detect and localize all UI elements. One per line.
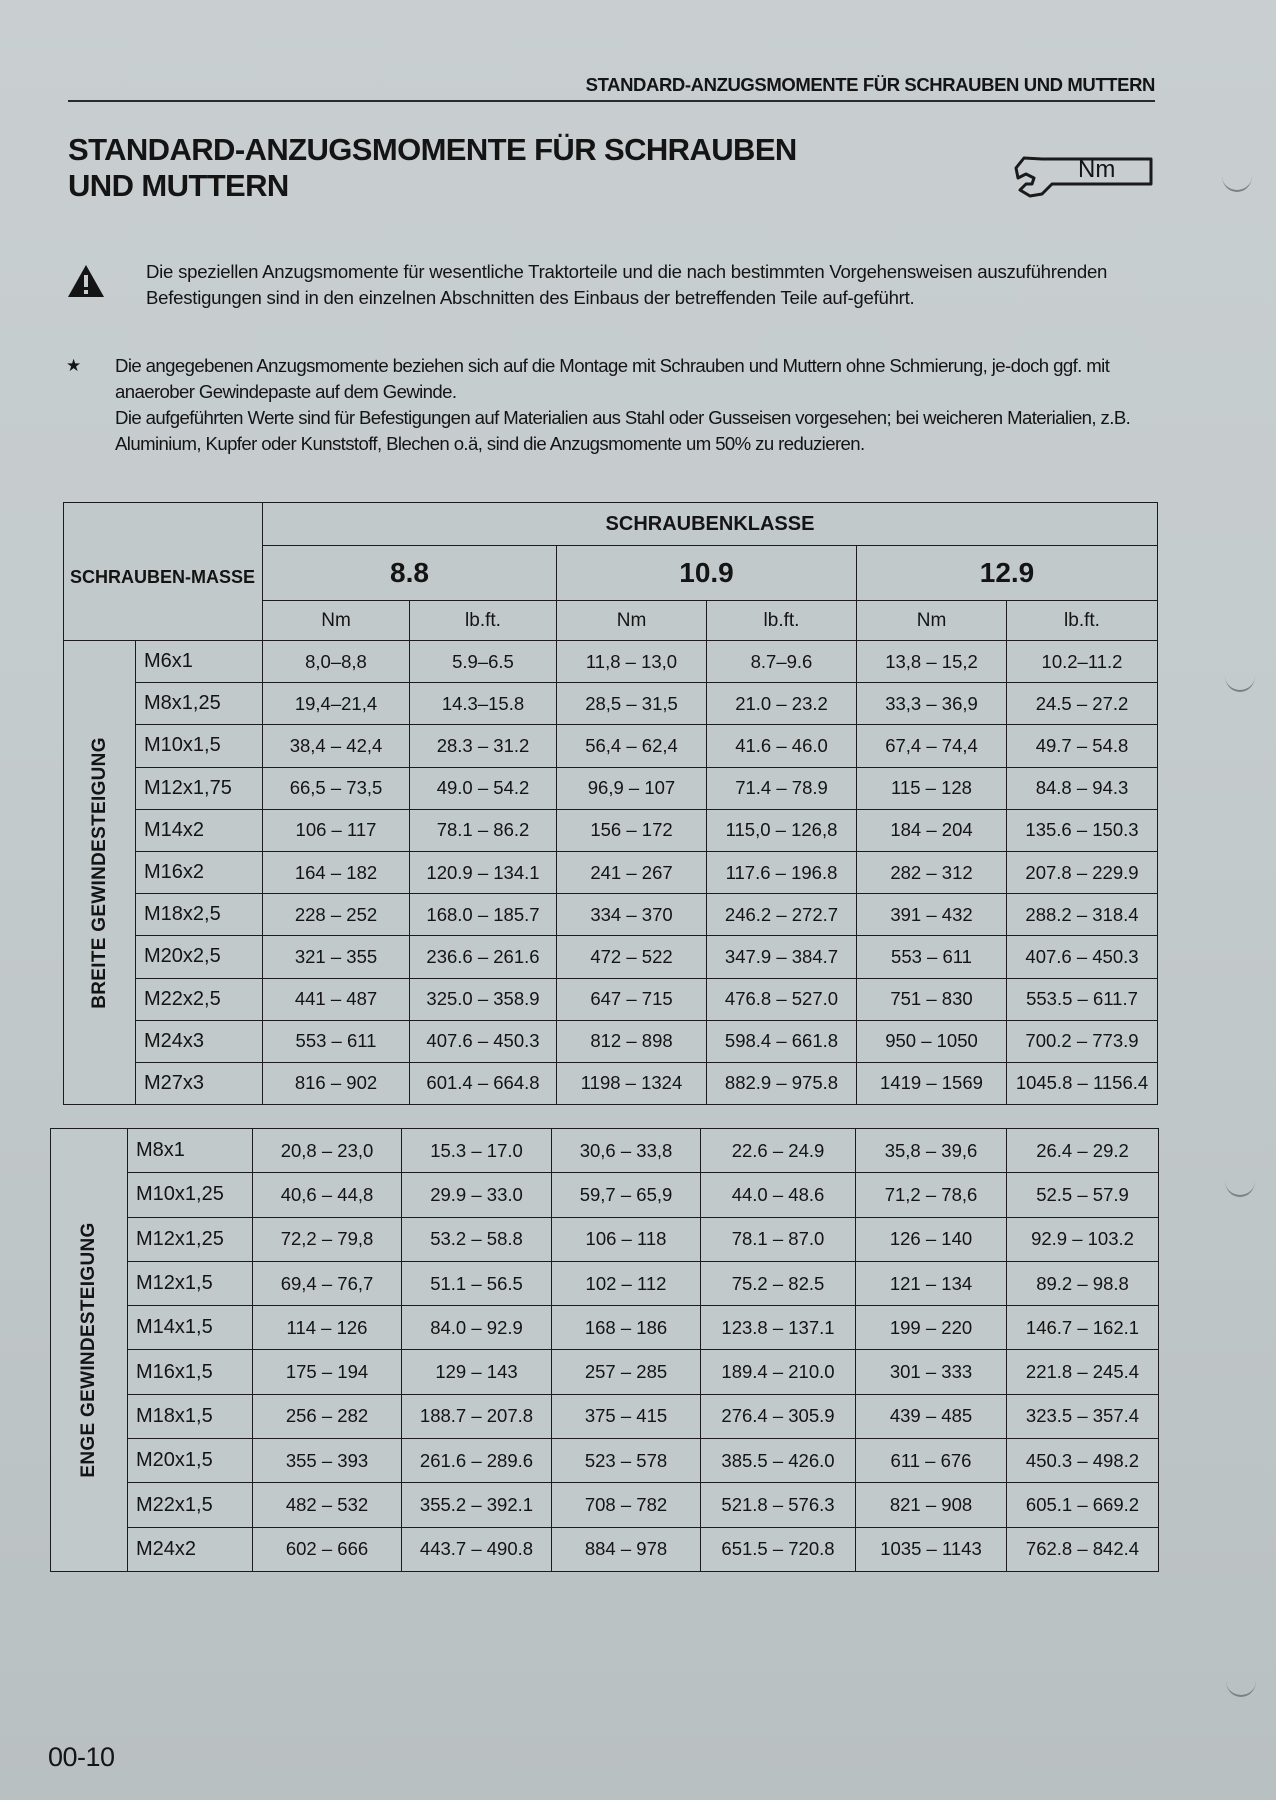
table-row: [64, 1020, 1158, 1062]
unit-header: lb.ft.: [1007, 601, 1158, 641]
torque-value-cell: 38,4 – 42,4: [263, 725, 410, 767]
torque-value-cell: 22.6 – 24.9: [701, 1129, 856, 1173]
torque-value-cell: 10.2–11.2: [1007, 641, 1158, 683]
table-row: [64, 725, 1158, 767]
torque-value-cell: 84.8 – 94.3: [1007, 767, 1158, 809]
torque-value-cell: 602 – 666: [253, 1527, 402, 1571]
table-row: [64, 809, 1158, 851]
star-note-paragraph-1: Die angegebenen Anzugsmomente beziehen sich auf die Montage mit Schrauben und Muttern ohne Schmierung, je-doch ggf. mit anaerober Gewindepaste auf dem Gewinde.: [115, 355, 1110, 402]
torque-table-coarse: [63, 502, 1158, 1105]
torque-value-cell: 28,5 – 31,5: [557, 683, 707, 725]
torque-value-cell: 375 – 415: [552, 1394, 701, 1438]
torque-value-cell: 96,9 – 107: [557, 767, 707, 809]
torque-value-cell: 92.9 – 103.2: [1007, 1217, 1159, 1261]
torque-value-cell: 175 – 194: [253, 1350, 402, 1394]
torque-value-cell: 123.8 – 137.1: [701, 1306, 856, 1350]
torque-value-cell: 601.4 – 664.8: [410, 1062, 557, 1104]
torque-value-cell: 651.5 – 720.8: [701, 1527, 856, 1571]
screw-size-cell: M12x1,75: [136, 767, 263, 809]
class-header: 10.9: [557, 546, 857, 601]
torque-value-cell: 708 – 782: [552, 1483, 701, 1527]
torque-value-cell: 553 – 611: [263, 1020, 410, 1062]
torque-value-cell: 69,4 – 76,7: [253, 1261, 402, 1305]
torque-value-cell: 121 – 134: [856, 1261, 1007, 1305]
torque-value-cell: 84.0 – 92.9: [402, 1306, 552, 1350]
screw-class-header: SCHRAUBENKLASSE: [263, 503, 1158, 546]
torque-value-cell: 5.9–6.5: [410, 641, 557, 683]
torque-value-cell: 700.2 – 773.9: [1007, 1020, 1158, 1062]
torque-value-cell: 66,5 – 73,5: [263, 767, 410, 809]
screw-size-cell: M22x2,5: [136, 978, 263, 1020]
screw-size-cell: M8x1,25: [136, 683, 263, 725]
table-row: [51, 1217, 1159, 1261]
torque-value-cell: 523 – 578: [552, 1439, 701, 1483]
screw-size-cell: M24x3: [136, 1020, 263, 1062]
thread-group-label-text: ENGE GEWINDESTEIGUNG: [78, 1222, 99, 1478]
torque-value-cell: 49.0 – 54.2: [410, 767, 557, 809]
unit-header: Nm: [557, 601, 707, 641]
star-note: [115, 353, 1160, 457]
torque-value-cell: 29.9 – 33.0: [402, 1173, 552, 1217]
torque-value-cell: 450.3 – 498.2: [1007, 1439, 1159, 1483]
torque-value-cell: 647 – 715: [557, 978, 707, 1020]
torque-value-cell: 553.5 – 611.7: [1007, 978, 1158, 1020]
class-header: 8.8: [263, 546, 557, 601]
torque-value-cell: 812 – 898: [557, 1020, 707, 1062]
page-title-line-2: UND MUTTERN: [68, 168, 289, 203]
screw-size-cell: M12x1,5: [128, 1261, 253, 1305]
table-row: [51, 1483, 1159, 1527]
torque-value-cell: 164 – 182: [263, 851, 410, 893]
torque-value-cell: 26.4 – 29.2: [1007, 1129, 1159, 1173]
torque-value-cell: 40,6 – 44,8: [253, 1173, 402, 1217]
screw-size-cell: M16x1,5: [128, 1350, 253, 1394]
torque-value-cell: 301 – 333: [856, 1350, 1007, 1394]
running-head: STANDARD-ANZUGSMOMENTE FÜR SCHRAUBEN UND MUTTERN: [585, 74, 1155, 95]
torque-value-cell: 476.8 – 527.0: [707, 978, 857, 1020]
torque-value-cell: 41.6 – 46.0: [707, 725, 857, 767]
torque-value-cell: 407.6 – 450.3: [410, 1020, 557, 1062]
torque-value-cell: 751 – 830: [857, 978, 1007, 1020]
torque-value-cell: 323.5 – 357.4: [1007, 1394, 1159, 1438]
torque-value-cell: 228 – 252: [263, 894, 410, 936]
torque-value-cell: 605.1 – 669.2: [1007, 1483, 1159, 1527]
torque-value-cell: 441 – 487: [263, 978, 410, 1020]
screw-size-cell: M22x1,5: [128, 1483, 253, 1527]
torque-value-cell: 553 – 611: [857, 936, 1007, 978]
torque-value-cell: 114 – 126: [253, 1306, 402, 1350]
torque-value-cell: 51.1 – 56.5: [402, 1261, 552, 1305]
torque-value-cell: 184 – 204: [857, 809, 1007, 851]
torque-value-cell: 276.4 – 305.9: [701, 1394, 856, 1438]
torque-value-cell: 246.2 – 272.7: [707, 894, 857, 936]
table-row: [51, 1439, 1159, 1483]
torque-value-cell: 256 – 282: [253, 1394, 402, 1438]
torque-value-cell: 282 – 312: [857, 851, 1007, 893]
torque-value-cell: 15.3 – 17.0: [402, 1129, 552, 1173]
torque-value-cell: 33,3 – 36,9: [857, 683, 1007, 725]
torque-value-cell: 89.2 – 98.8: [1007, 1261, 1159, 1305]
thread-group-label: [51, 1129, 128, 1572]
binder-hole-mark: [1226, 1665, 1256, 1697]
table-row: [51, 1173, 1159, 1217]
table-row: [51, 1129, 1159, 1173]
screw-size-cell: M24x2: [128, 1527, 253, 1571]
torque-value-cell: 950 – 1050: [857, 1020, 1007, 1062]
torque-value-cell: 207.8 – 229.9: [1007, 851, 1158, 893]
table-row: [64, 683, 1158, 725]
page-title: [68, 132, 797, 204]
table-row: [51, 1350, 1159, 1394]
torque-value-cell: 391 – 432: [857, 894, 1007, 936]
torque-value-cell: 598.4 – 661.8: [707, 1020, 857, 1062]
torque-value-cell: 443.7 – 490.8: [402, 1527, 552, 1571]
torque-value-cell: 13,8 – 15,2: [857, 641, 1007, 683]
table-row: [64, 851, 1158, 893]
torque-value-cell: 334 – 370: [557, 894, 707, 936]
torque-value-cell: 188.7 – 207.8: [402, 1394, 552, 1438]
torque-value-cell: 14.3–15.8: [410, 683, 557, 725]
torque-value-cell: 1198 – 1324: [557, 1062, 707, 1104]
torque-value-cell: 117.6 – 196.8: [707, 851, 857, 893]
screw-size-cell: M14x2: [136, 809, 263, 851]
torque-value-cell: 521.8 – 576.3: [701, 1483, 856, 1527]
page-number: 00-10: [48, 1742, 115, 1772]
table-row: [51, 1394, 1159, 1438]
screw-size-cell: M6x1: [136, 641, 263, 683]
screw-size-cell: M10x1,5: [136, 725, 263, 767]
torque-value-cell: 821 – 908: [856, 1483, 1007, 1527]
table-row: [64, 978, 1158, 1020]
torque-value-cell: 156 – 172: [557, 809, 707, 851]
star-note-paragraph-2: Die aufgeführten Werte sind für Befestigungen auf Materialien aus Stahl oder Gusseisen vorgesehen; bei weicheren Materialien, z.B. Aluminium, Kupfer oder Kunststoff, Blechen o.ä, sind die Anzugsmomente um 50% zu reduzieren.: [115, 407, 1131, 454]
torque-value-cell: 439 – 485: [856, 1394, 1007, 1438]
torque-value-cell: 1035 – 1143: [856, 1527, 1007, 1571]
header-rule: [68, 100, 1155, 102]
torque-value-cell: 321 – 355: [263, 936, 410, 978]
torque-value-cell: 8.7–9.6: [707, 641, 857, 683]
torque-value-cell: 24.5 – 27.2: [1007, 683, 1158, 725]
torque-value-cell: 816 – 902: [263, 1062, 410, 1104]
torque-value-cell: 59,7 – 65,9: [552, 1173, 701, 1217]
torque-value-cell: 189.4 – 210.0: [701, 1350, 856, 1394]
torque-value-cell: 1419 – 1569: [857, 1062, 1007, 1104]
torque-value-cell: 882.9 – 975.8: [707, 1062, 857, 1104]
table-row: [64, 767, 1158, 809]
table-row: [51, 1261, 1159, 1305]
torque-value-cell: 72,2 – 79,8: [253, 1217, 402, 1261]
torque-icon-label: Nm: [1078, 156, 1116, 183]
torque-value-cell: 199 – 220: [856, 1306, 1007, 1350]
torque-value-cell: 115,0 – 126,8: [707, 809, 857, 851]
torque-value-cell: 1045.8 – 1156.4: [1007, 1062, 1158, 1104]
torque-value-cell: 30,6 – 33,8: [552, 1129, 701, 1173]
table-row: [64, 641, 1158, 683]
torque-value-cell: 75.2 – 82.5: [701, 1261, 856, 1305]
torque-value-cell: 168 – 186: [552, 1306, 701, 1350]
unit-header: lb.ft.: [410, 601, 557, 641]
torque-value-cell: 71.4 – 78.9: [707, 767, 857, 809]
torque-value-cell: 135.6 – 150.3: [1007, 809, 1158, 851]
torque-value-cell: 21.0 – 23.2: [707, 683, 857, 725]
torque-value-cell: 884 – 978: [552, 1527, 701, 1571]
warning-note: Die speziellen Anzugsmomente für wesentliche Traktorteile und die nach bestimmten Vorgehensweisen auszuführenden Befestigungen sind in den einzelnen Abschnitten des Einbaus der betreffenden Teile auf-geführt.: [146, 261, 1108, 308]
torque-value-cell: 53.2 – 58.8: [402, 1217, 552, 1261]
screw-size-cell: M18x1,5: [128, 1394, 253, 1438]
torque-value-cell: 106 – 118: [552, 1217, 701, 1261]
screw-size-cell: M18x2,5: [136, 894, 263, 936]
torque-value-cell: 35,8 – 39,6: [856, 1129, 1007, 1173]
torque-value-cell: 385.5 – 426.0: [701, 1439, 856, 1483]
table-row: [64, 1062, 1158, 1104]
torque-value-cell: 67,4 – 74,4: [857, 725, 1007, 767]
thread-group-label-text: BREITE GEWINDESTEIGUNG: [88, 736, 110, 1009]
screw-size-cell: M14x1,5: [128, 1306, 253, 1350]
torque-value-cell: 762.8 – 842.4: [1007, 1527, 1159, 1571]
torque-value-cell: 257 – 285: [552, 1350, 701, 1394]
screw-size-header: SCHRAUBEN-MASSE: [64, 503, 263, 641]
torque-value-cell: 407.6 – 450.3: [1007, 936, 1158, 978]
screw-size-cell: M12x1,25: [128, 1217, 253, 1261]
torque-value-cell: 11,8 – 13,0: [557, 641, 707, 683]
torque-value-cell: 355 – 393: [253, 1439, 402, 1483]
star-icon: ★: [66, 356, 82, 375]
torque-value-cell: 347.9 – 384.7: [707, 936, 857, 978]
table-row: [64, 936, 1158, 978]
torque-value-cell: 325.0 – 358.9: [410, 978, 557, 1020]
binder-hole-mark: [1222, 160, 1252, 192]
torque-value-cell: 106 – 117: [263, 809, 410, 851]
warning-icon: [66, 264, 106, 298]
torque-table-fine: [50, 1128, 1159, 1572]
torque-value-cell: 126 – 140: [856, 1217, 1007, 1261]
torque-value-cell: 8,0–8,8: [263, 641, 410, 683]
table-row: [51, 1306, 1159, 1350]
torque-value-cell: 472 – 522: [557, 936, 707, 978]
torque-value-cell: 56,4 – 62,4: [557, 725, 707, 767]
screw-size-cell: M27x3: [136, 1062, 263, 1104]
torque-value-cell: 78.1 – 87.0: [701, 1217, 856, 1261]
torque-value-cell: 102 – 112: [552, 1261, 701, 1305]
torque-value-cell: 288.2 – 318.4: [1007, 894, 1158, 936]
torque-value-cell: 19,4–21,4: [263, 683, 410, 725]
torque-value-cell: 129 – 143: [402, 1350, 552, 1394]
torque-value-cell: 611 – 676: [856, 1439, 1007, 1483]
unit-header: Nm: [263, 601, 410, 641]
table-row: [51, 1527, 1159, 1571]
torque-value-cell: 44.0 – 48.6: [701, 1173, 856, 1217]
binder-hole-mark: [1225, 1165, 1255, 1197]
torque-value-cell: 120.9 – 134.1: [410, 851, 557, 893]
torque-value-cell: 20,8 – 23,0: [253, 1129, 402, 1173]
torque-value-cell: 482 – 532: [253, 1483, 402, 1527]
torque-value-cell: 261.6 – 289.6: [402, 1439, 552, 1483]
unit-header: Nm: [857, 601, 1007, 641]
torque-value-cell: 52.5 – 57.9: [1007, 1173, 1159, 1217]
unit-header: lb.ft.: [707, 601, 857, 641]
class-header: 12.9: [857, 546, 1158, 601]
torque-value-cell: 241 – 267: [557, 851, 707, 893]
torque-value-cell: 78.1 – 86.2: [410, 809, 557, 851]
screw-size-cell: M8x1: [128, 1129, 253, 1173]
screw-size-cell: M16x2: [136, 851, 263, 893]
page-title-line-1: STANDARD-ANZUGSMOMENTE FÜR SCHRAUBEN: [68, 132, 797, 167]
torque-value-cell: 115 – 128: [857, 767, 1007, 809]
screw-size-cell: M10x1,25: [128, 1173, 253, 1217]
binder-hole-mark: [1225, 660, 1255, 692]
torque-value-cell: 168.0 – 185.7: [410, 894, 557, 936]
torque-value-cell: 221.8 – 245.4: [1007, 1350, 1159, 1394]
torque-value-cell: 71,2 – 78,6: [856, 1173, 1007, 1217]
screw-size-cell: M20x2,5: [136, 936, 263, 978]
screw-size-cell: M20x1,5: [128, 1439, 253, 1483]
torque-value-cell: 28.3 – 31.2: [410, 725, 557, 767]
thread-group-label: [64, 641, 136, 1105]
table-row: [64, 894, 1158, 936]
torque-value-cell: 236.6 – 261.6: [410, 936, 557, 978]
torque-value-cell: 146.7 – 162.1: [1007, 1306, 1159, 1350]
torque-value-cell: 355.2 – 392.1: [402, 1483, 552, 1527]
torque-value-cell: 49.7 – 54.8: [1007, 725, 1158, 767]
